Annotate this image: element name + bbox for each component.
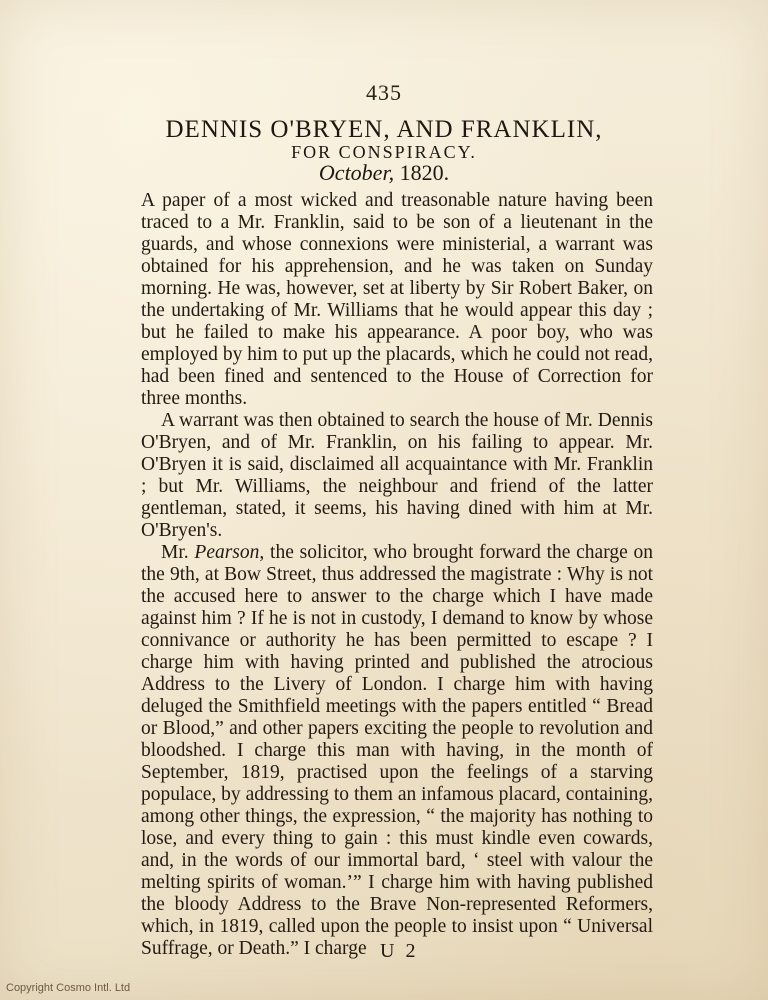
signature-mark: U 2 [380,940,419,962]
body-text [141,190,653,960]
paragraph-3 [141,542,653,960]
document-title: DENNIS O'BRYEN, AND FRANKLIN, [165,116,603,143]
paragraph-1: A paper of a most wicked and treasonable nature having been traced to a Mr. Franklin, said to be son of a lieutenant in the guards, and whose connexions were ministerial, a warrant was obtained for his apprehension, and he was taken on Sunday morning. He was, however, set at liberty by Sir Robert Baker, on the undertaking of Mr. Williams that he would appear this day ; but he failed to make his appearance. A poor boy, who was employed by him to put up the placards, which he could not read, had been fined and sentenced to the House of Correction for three months. [141,190,653,409]
paragraph-3-name: Pearson [194,542,260,563]
paragraph-3-lead: Mr. [161,542,189,563]
paragraph-2: A warrant was then obtained to search the house of Mr. Dennis O'Bryen, and of Mr. Franklin, on his failing to appear. Mr. O'Bryen it is said, disclaimed all acquaintance with Mr. Franklin ; but Mr. Williams, the neighbour and friend of the latter gentleman, stated, it seems, his having dined with him at Mr. O'Bryen's. [141,410,653,541]
document-date [0,160,768,186]
date-year: 1820. [399,160,450,185]
document-subtitle: FOR CONSPIRACY. [291,142,477,162]
copyright-watermark: Copyright Cosmo Intl. Ltd [6,982,131,994]
paragraph-3-rest: , the solicitor, who brought forward the charge on the 9th, at Bow Street, thus addressed the magistrate : Why is not the accused here to answer to the charge which I have made against him ? If he is not in custody, I demand to know by whose connivance or authority he has been permitted to escape ? I charge him with having printed and published the atrocious Address to the Livery of London. I charge him with having deluged the Smithfield meetings with the papers entitled “ Bread or Blood,” and other papers exciting the people to revolution and bloodshed. I charge this man with having, in the month of September, 1819, practised upon the feelings of a starving populace, by addressing to them an infamous placard, containing, among other things, the expression, “ the majority has nothing to lose, and every thing to gain : this must kindle even cowards, and, in the words of our immortal bard, ‘ steel with valour the melting spirits of woman.’” I charge him with having published the bloody Address to the Brave Non-represented Reformers, which, in 1819, called upon the people to insist upon “ Universal Suffrage, or Death.” I charge [141,542,654,959]
page-number: 435 [366,80,402,105]
date-month: October, [318,160,395,185]
